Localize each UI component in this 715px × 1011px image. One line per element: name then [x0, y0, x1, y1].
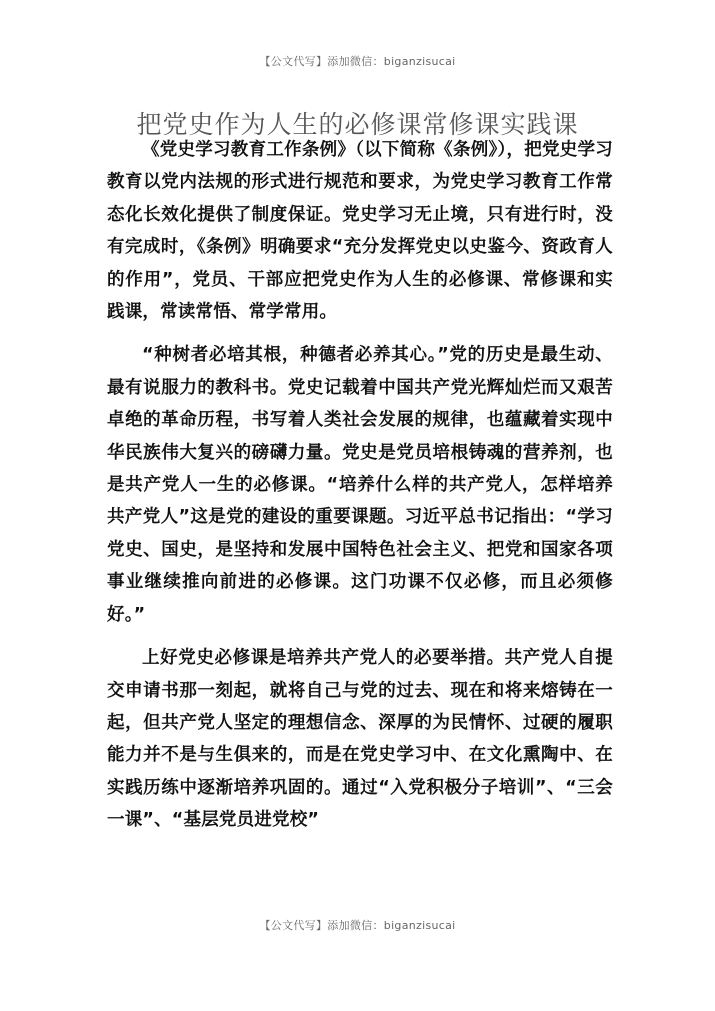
header-watermark: 【公文代写】添加微信：biganzisucai	[259, 55, 456, 68]
document-title: 把党史作为人生的必修课常修课实践课	[136, 109, 579, 139]
footer-watermark: 【公文代写】添加微信：biganzisucai	[259, 919, 456, 932]
paragraph-1: 《党史学习教育工作条例》（以下简称《条例》），把党史学习教育以党内法规的形式进行规范和要求，为党史学习教育工作常态化长效化提供了制度保证。党史学习无止境，只有进行时，没有完成时，《条例》明确要求“充分发挥党史以史鉴今、资政育人的作用”，党员、干部应把党史作为人生的必修课、常修课和实践课，常读常悟、常学常用。	[107, 140, 613, 323]
paragraph-3: 上好党史必修课是培养共产党人的必要举措。共产党人自提交申请书那一刻起，就将自己与党的过去、现在和将来熔铸在一起，但共产党人坚定的理想信念、深厚的为民情怀、过硬的履职能力并不是与生俱来的，而是在党史学习中、在文化熏陶中、在实践历练中逐渐培养巩固的。通过“入党积极分子培训”、“三会一课”、“基层党员进党校”	[107, 648, 613, 831]
paragraph-2: “种树者必培其根，种德者必养其心。”党的历史是最生动、最有说服力的教科书。党史记载着中国共产党光辉灿烂而又艰苦卓绝的革命历程，书写着人类社会发展的规律，也蕴藏着实现中华民族伟大复兴的磅礴力量。党史是党员培根铸魂的营养剂，也是共产党人一生的必修课。“培养什么样的共产党人，怎样培养共产党人”这是党的建设的重要课题。习近平总书记指出：“学习党史、国史，是坚持和发展中国特色社会主义、把党和国家各项事业继续推向前进的必修课。这门功课不仅必修，而且必须修好。”	[107, 345, 613, 625]
document-body	[107, 134, 613, 848]
